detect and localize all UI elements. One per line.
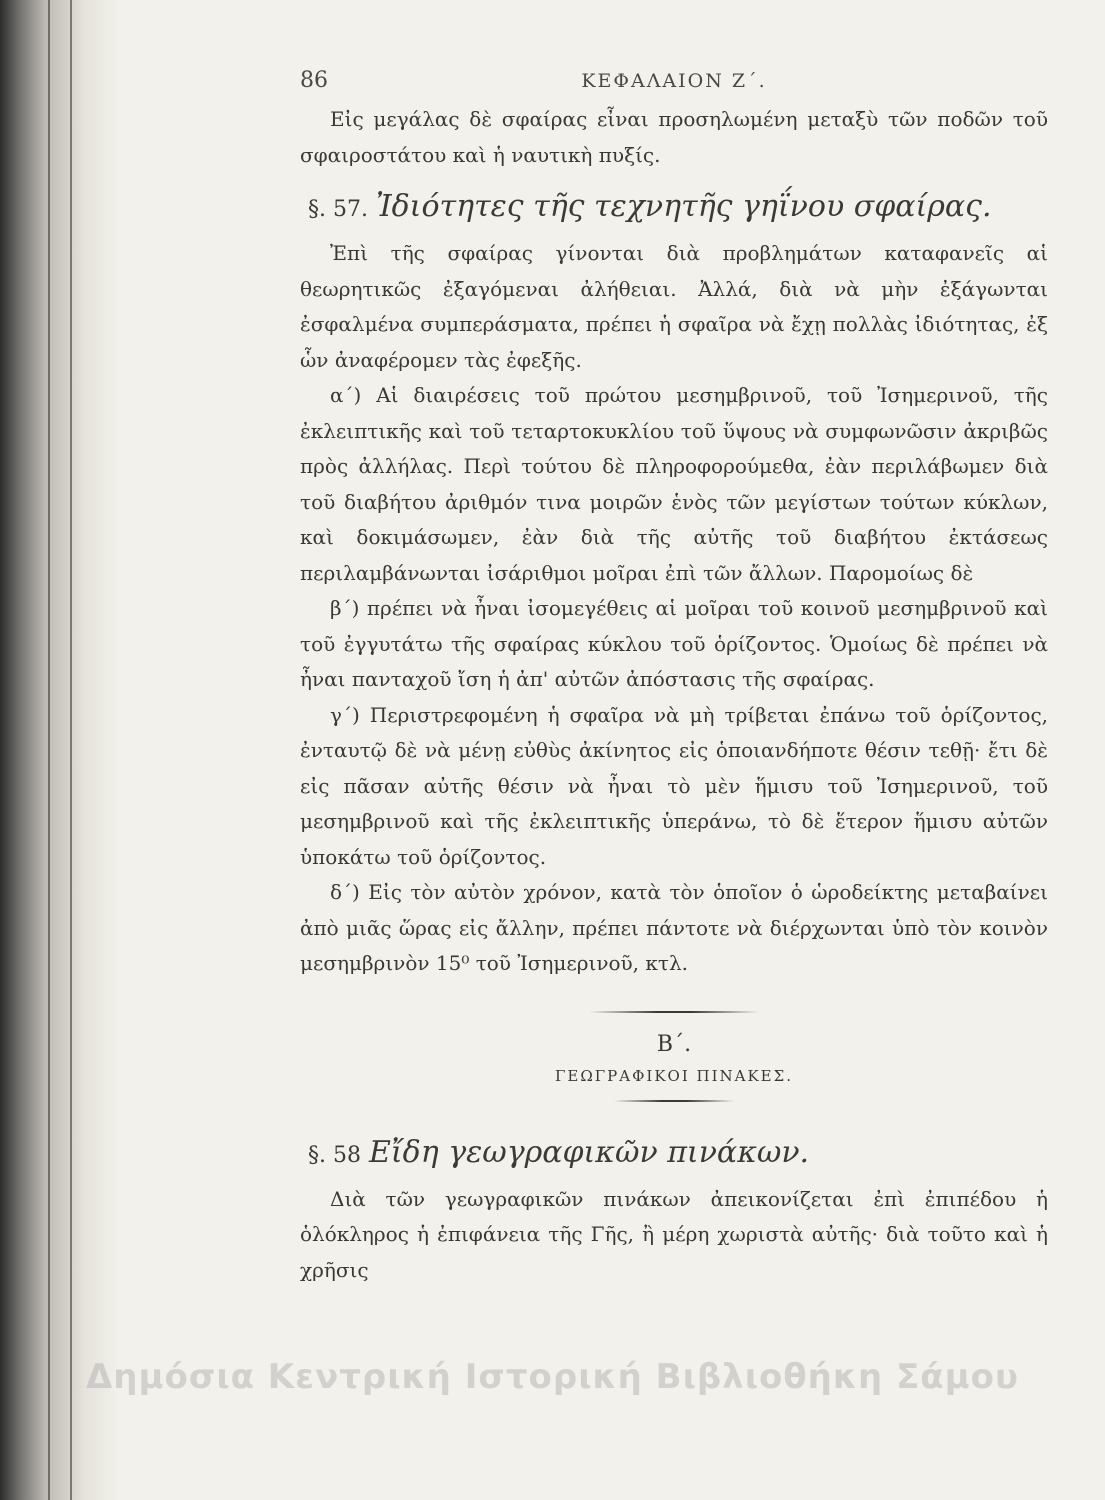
book-page <box>300 62 1048 1288</box>
paragraph-2: Ἐπὶ τῆς σφαίρας γίνονται διὰ προβλημάτων καταφανεῖς αἱ θεωρητικῶς ἐξαγόμεναι ἀλήθειαι. Ἀλλά, διὰ νὰ μὴν ἐξάγωνται ἐσφαλμένα συμπεράσματα, πρέπει ἡ σφαῖρα νὰ ἔχῃ πολλὰς ἰδιότητας, ἐξ ὧν ἀναφέρομεν τὰς ἐφεξῆς. <box>300 241 1048 372</box>
paragraph-4: β΄) πρέπει νὰ ἦναι ἰσομεγέθεις αἱ μοῖραι τοῦ κοινοῦ μεσημβρινοῦ καὶ τοῦ ἐγγυτάτω τῆς σφαίρας κύκλου τοῦ ὁρίζοντος. Ὁμοίως δὲ πρέπει νὰ ἦναι πανταχοῦ ἴση ἡ ἀπ' αὐτῶν ἀπόστασις τῆς σφαίρας. <box>300 596 1048 691</box>
section-58-mark: §. 58 <box>308 1142 361 1168</box>
paragraph-3: α΄) Αἱ διαιρέσεις τοῦ πρώτου μεσημβρινοῦ, τοῦ Ἰσημερινοῦ, τῆς ἐκλειπτικῆς καὶ τοῦ τεταρτοκυκλίου τοῦ ὕψους νὰ συμφωνῶσιν ἀκριβῶς πρὸς ἀλλήλας. Περὶ τούτου δὲ πληροφορούμεθα, ἐὰν περιλάβωμεν διὰ τοῦ διαβήτου ἀριθμόν τινα μοιρῶν ἑνὸς τῶν μεγίστων τούτων κύκλων, καὶ δοκιμάσωμεν, ἐὰν διὰ τῆς αὐτῆς τοῦ διαβήτου ἐκτάσεως περιλαμβάνωνται ἰσάριθμοι μοῖραι ἐπὶ τῶν ἄλλων. Παρομοίως δὲ <box>300 383 1048 585</box>
library-watermark: Δημόσια Κεντρική Ιστορική Βιβλιοθήκη Σάμου <box>85 1357 1019 1397</box>
page-header <box>300 62 1048 102</box>
spine-edge-line <box>48 0 50 1500</box>
part-title: ΓΕΩΓΡΑΦΙΚΟΙ ΠΙΝΑΚΕΣ. <box>554 1066 794 1085</box>
section-58-heading <box>300 1129 1048 1180</box>
section-57-heading <box>300 183 1048 234</box>
page-number: 86 <box>300 68 328 93</box>
paragraph-7: Διὰ τῶν γεωγραφικῶν πινάκων ἀπεικονίζεται ἐπὶ ἐπιπέδου ἡ ὁλόκληρος ἡ ἐπιφάνεια τῆς Γῆς, ἢ μέρη χωριστὰ αὐτῆς· διὰ τοῦτο καὶ ἡ χρῆσις <box>300 1186 1048 1282</box>
part-letter: Β΄. <box>656 1031 692 1057</box>
section-57-title: Ἰδιότητες τῆς τεχνητῆς γηΐνου σφαίρας. <box>375 189 992 224</box>
paragraph-6: δ΄) Εἰς τὸν αὐτὸν χρόνον, κατὰ τὸν ὁποῖον ὁ ὡροδείκτης μεταβαίνει ἀπὸ μιᾶς ὥρας εἰς ἄλλην, πρέπει πάντοτε νὰ διέρχωνται ὑπὸ τὸν κοινὸν μεσημβρινὸν 15⁰ τοῦ Ἰσημερινοῦ, κτλ. <box>300 880 1048 975</box>
spine-edge-line <box>70 0 72 1500</box>
ornamental-rule <box>300 1006 1048 1018</box>
section-57-mark: §. 57. <box>308 197 368 222</box>
running-head: ΚΕΦΑΛΑΙΟΝ Ζ΄. <box>581 70 767 92</box>
book-spine-shadow <box>0 0 120 1500</box>
ornamental-rule <box>300 1095 1048 1107</box>
paragraph-1: Εἰς μεγάλας δὲ σφαίρας εἶναι προσηλωμένη μεταξὺ τῶν ποδῶν τοῦ σφαιροστάτου καὶ ἡ ναυτικὴ πυξίς. <box>300 107 1048 167</box>
section-58-title: Εἴδη γεωγραφικῶν πινάκων. <box>368 1134 810 1170</box>
paragraph-5: γ΄) Περιστρεφομένη ἡ σφαῖρα νὰ μὴ τρίβεται ἐπάνω τοῦ ὁρίζοντος, ἐνταυτῷ δὲ νὰ μένῃ εὐθὺς ἀκίνητος εἰς ὁποιανδήποτε θέσιν τεθῇ· ἔτι δὲ εἰς πᾶσαν αὐτῆς θέσιν νὰ ἦναι τὸ μὲν ἥμισυ τοῦ Ἰσημερινοῦ, τοῦ μεσημβρινοῦ καὶ τῆς ἐκλειπτικῆς ὑπεράνω, τὸ δὲ ἕτερον ἥμισυ αὐτῶν ὑποκάτω τοῦ ὁρίζοντος. <box>300 702 1048 869</box>
